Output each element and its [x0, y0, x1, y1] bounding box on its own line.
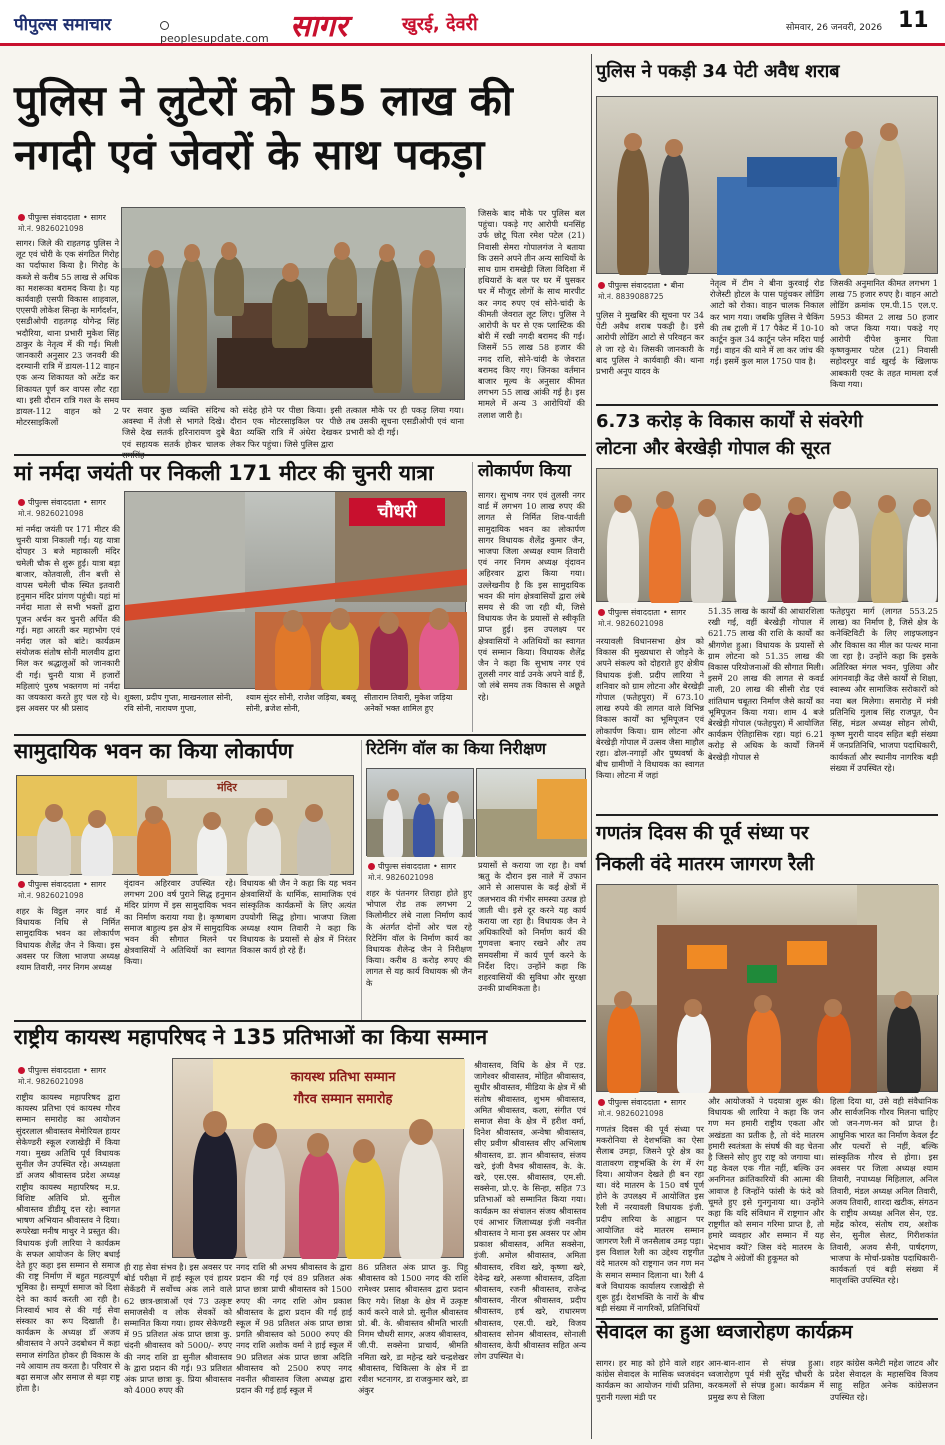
s8-byline: पीपुल्स संवाददाता • सागर [598, 1096, 698, 1108]
s10-banner-l2: गौरव सम्मान समारोह [293, 1092, 393, 1107]
sub-cities: खुरई, देवरी [402, 14, 478, 35]
s10-col1: राष्ट्रीय कायस्थ महापरिषद द्वारा कायस्थ प्रतिभा एवं कायस्थ गौरव सम्मान समारोह का आयोजन सुंदरलाल श्रीवास्तव मेमोरियल हायर सेकेण्डरी स्कूल रजाखेड़ी में किया गया। मुख्य अतिथि पूर्व विधायक सुनील जैन उपस्थित रहे। अध्यक्षता डॉ अजय श्रीवास्तव प्रदेश अध्यक्ष राष्ट्रीय कायस्थ महापरिषद म.प्र. विशिष्ट अतिथि प्रो. सुनील श्रीवास्तव डीडीयू दत्त रहे। स्वागत भाषण अभियान श्रीवास्तव ने दिया। रूपरेखा मनीष माथुर ने प्रस्तुत की। विधायक इंजी लारिया ने कार्यक्रम के सफल आयोजन के लिए बधाई देते हुए कहा इस सम्मान से समाज की राष्ट्र निर्माण में बहुत महत्वपूर्ण भूमिका है। सम्पूर्ण समाज को दिशा देने का कार्य करती आ रही है। निःस्वार्थ भाव से की गई सेवा संस्कार का रूप दिखाती है। कार्यक्रम के अध्यक्ष डॉ अजय श्रीवास्तव ने अपने उदबोधन में कहा समाज संगठित होकर ही विकास के नये आयाम तय करता है। परिवार से बढ़ा समाज और समाज से बड़ा राष्ट्र होता है। [16, 1092, 121, 1394]
s10-byline: पीपुल्स संवाददाता • सागर [18, 1064, 118, 1076]
s3-photo-bhoomipujan [596, 468, 938, 602]
s7-byline: पीपुल्स संवाददाता • सागर [368, 860, 468, 872]
s6-col1: शहर के विट्ठल नगर वार्ड में विधायक निधि से निर्मित सामुदायिक भवन का लोकार्पण विधायक शैलेंद्र जैन ने किया। इस अवसर पर जिला भाजपा अध्यक्ष श्याम तिवारी, नगर निगम अध्यक्ष [16, 906, 120, 973]
s4-byline: पीपुल्स संवाददाता • सागर [18, 496, 118, 508]
s7-photo-site [476, 768, 586, 856]
s1-col4: तत्काल मौके पर ही पकड़ लिया गया। तब उसकी सूचना एसडीओपी एवं थाना प्रभारी को दी गई। [346, 405, 464, 438]
s4-photo-chunri-yatra [124, 491, 466, 689]
s8-mobile: मो.नं. 9826021098 [598, 1109, 664, 1118]
byline-dot-icon [18, 881, 25, 888]
s5-col1: सागर। सुभाष नगर एवं तुलसी नगर वार्ड में लगभग 10 लाख रुपए की लागत से निर्मित शिव-पार्वती सामुदायिक भवन का लोकार्पण सागर विधायक शैलेंद्र कुमार जैन, भाजपा जिला अध्यक्ष श्याम तिवारी एवं नगर निगम अध्यक्ष वृंदावन अहिरवार द्वारा किया गया। उल्लेखनीय है कि इस सामुदायिक भवन की मांग क्षेत्रवासियों द्वारा लंबे समय से की जा रही थी, जिसे विधायक जैन के प्रयासों से स्वीकृति प्राप्त हुई। इस उपलक्ष्य पर क्षेत्रवासियों ने अतिथियों का स्वागत एवं सम्मान किया। विधायक शैलेंद्र जैन ने कहा कि सुभाष नगर एवं तुलसी नगर वार्ड उनके अपने वार्ड हैं, जो लंबे समय तक विकास से अछूते रहे। [478, 490, 585, 702]
byline-dot-icon [18, 1067, 25, 1074]
s4-caption-b: श्याम सुंदर सोनी, राजेश जड़िया, बबलू सोनी, ब्रजेश सोनी, [246, 693, 356, 713]
s4-caption-c: सीताराम तिवारी, मुकेश जड़िया अनेकों भक्त शामिल हुए [364, 693, 453, 713]
byline-dot-icon [598, 282, 605, 289]
s4-mobile: मो.नं. 9826021098 [18, 509, 84, 518]
byline-dot-icon [598, 609, 605, 616]
s2-photo-liquor-seizure [596, 96, 938, 274]
s1-photo-police-group [121, 207, 465, 400]
s6-byline: पीपुल्स संवाददाता • सागर [18, 878, 118, 890]
s10-mobile: मो.नं. 9826021098 [18, 1077, 84, 1086]
s1-col3: को संदेह होने पर पीछा किया। इसी दौरान एक मोटरसाइकिल पर पीछे बैठा व्यक्ति रात्रि में अंधेरा देखकर लेकर फिर पहुंचा। जिसे पुलिस द्वारा [230, 405, 342, 449]
s7-col2: प्रयासों से कराया जा रहा है। वर्षा ऋतु के दौरान इस नाले में उफान आने से आसपास के कई क्षेत्रों में जलभराव की गंभीर समस्या उत्पन्न हो जाती थी। इसे दूर करने यह कार्य कराया जा रहा है। विधायक जैन ने अधिकारियों को निर्माण कार्य की गुणवत्ता बनाए रखने और तय समयसीमा में कार्य पूर्ण करने के निर्देश दिए। उन्होंने कहा कि शहरवासियों की सुविधा और सुरक्षा उनकी प्राथमिकता है। [478, 860, 586, 994]
s1-col1: सागर। जिले की राहतगढ़ पुलिस ने लूट एवं चोरी के एक संगठित गिरोह का पर्दाफाश किया है। गिरोह के कब्जे से करीब 55 लाख से अधिक का मशरूका बरामद किया है। यह कार्यवाही एसपी विकास शाहवाल, एएसपी लोकेश सिन्हा के मार्गदर्शन, एसडीओपी राहतगढ़ योगेन्द्र सिंह भदौरिया, थाना प्रभारी मुकेश सिंह ठाकुर के नेतृत्व में की गई। मिली जानकारी अनुसार 23 जनवरी की दरम्यानी रात्रि में डायल-112 वाहन एक अन्य शिकायत को अटेंड कर शिकायत पूर्ण कर वापस लौट रहा था। इसी दौरान रात्रि गश्त के समय डायल-112 वाहन को 2 मोटरसाइकिलों [16, 238, 119, 428]
byline-dot-icon [18, 214, 25, 221]
s5-headline: लोकार्पण किया [478, 461, 571, 481]
s6-col3: विधायक श्री जैन ने कहा कि यह भवन क्षेत्रवासियों के धार्मिक, सामाजिक एवं सांस्कृतिक कार्यक्रमों के लिए अत्यंत उपयोगी सिद्ध होगा। भाजपा जिला अध्यक्ष श्याम तिवारी ने कहा कि विधायक के प्रयासों से क्षेत्र में निरंतर विकास कार्य हो रहे हैं। [240, 878, 356, 956]
s3-col2: 51.35 लाख के कार्यों की आधारशिला रखी गई, वहीं बेरखेड़ी गोपाल में 621.75 लाख की राशि के कार्यों का श्रीगणेश हुआ। विधायक के प्रयासों से ग्राम लोटना को 51.35 लाख की विकास परियोजनाओं की सौगात मिली। इसमें 20 लाख की लागत से कवर्ड नाली, 20 लाख की सीसी रोड एवं शांतिधाम चबूतरा निर्माण जैसे कार्यों का भूमिपूजन किया गया। शाम 4 बजे बेरखेड़ी गोपाल (फतेहपुरा) में आयोजित कार्यक्रम ऐतिहासिक रहा। यहां 6.21 करोड़ से अधिक के कार्यों जिनमें बेरखेड़ी गोपाल से [708, 606, 824, 762]
shop-sign: चौधरी [349, 498, 445, 526]
s1-headline: पुलिस ने लुटेरों को 55 लाख की नगदी एवं जेवरों के साथ पकड़ा [14, 76, 513, 179]
s4-col1: मां नर्मदा जयंती पर 171 मीटर की चुनरी यात्रा निकाली गई। यह यात्रा दोपहर 3 बजे महाकाली मंदिर चमेली चौक से शुरू हुई। यात्रा बड़ा बाजार, कोतवाली, तीन बत्ती से वापस चमेली चौक स्थित इतवारी हनुमान मंदिर प्रांगण पहुंची। यहां मां नर्मदा माता से सभी भक्तों द्वारा पूजन अर्चन कर चुनरी अर्पित की गई। महा आरती कर महाभोग एवं नर्मदा जल को बांटे। कार्यक्रम संयोजक संतोष सोनी मालवीय द्वारा मिल कर श्रद्धालुओं को जानकारी दी गई। चुनरी यात्रा में हजारों महिलाएं पुरुष भक्तगण मां नर्मदा का जयकारा करते हुए चल रहे थे। इस अवसर पर श्री प्रसाद [16, 524, 120, 714]
s6-col2: वृंदावन अहिरवार उपस्थित रहे। लगभग 200 वर्ष पुराने सिद्ध हनुमान मंदिर प्रांगण में इस सामुदायिक भवन का निर्माण कराया गया है। कृष्णबाग समाज बाहुल्य इस क्षेत्र में सामुदायिक भवन की सौगात मिलने पर क्षेत्रवासियों ने अतिथियों का स्वागत किया। [124, 878, 236, 967]
page-number: 11 [898, 8, 929, 33]
s10-col4: 86 प्रतिशत अंक प्राप्त कु. पिहू श्रीवास्तव को 1500 नगद की राशि रामेश्वर प्रसाद श्रीवास्तव द्वारा प्रदान किए गये। शिक्षा के क्षेत्र में उत्कृष्ट कार्य करने वाले प्रो. सुनील श्रीवास्तव प्रो. बी. के. श्रीवास्तव श्रीमति भारती निगम चौधरी सागर, अजय श्रीवास्तव, जी.पी. सक्सेना प्राचार्य, श्रीमति नमिता खरे, डा महेन्द्र खरे चन्द्रशेखर श्रीवास्तव, चिकित्सा के क्षेत्र में डा रवीश भटनागर, डा राजकुमार खरे, डा अंकुर [358, 1262, 468, 1396]
s7-photo-inspection [366, 768, 474, 856]
s6-headline: सामुदायिक भवन का किया लोकार्पण [14, 739, 293, 763]
city-name: सागर [290, 9, 348, 44]
s6-banner: मंदिर [167, 780, 287, 798]
s9-col1: सागर। हर माह को होने वाले शहर कांग्रेस सेवादल के मासिक ध्वजवंदन कार्यक्रम का आयोजन गांधी प्रतिमा, पुरानी गल्ला मंडी पर [596, 1358, 704, 1402]
s2-headline: पुलिस ने पकड़ी 34 पेटी अवैध शराब [596, 61, 840, 82]
s1-col2: पर सवार कुछ व्यक्ति संदिग्ध अवस्था में तेजी से भागते दिखे। जिसे देख सतर्क हरिनारायण दुबे एवं सहायक सतर्क होकर चालक [122, 405, 225, 449]
s3-byline: पीपुल्स संवाददाता • सागर [598, 606, 698, 618]
s4-caption-a: शुक्ला, प्रदीप गुप्ता, माखनलाल सोनी, रवि सोनी, नारायण गुप्ता, [124, 693, 233, 713]
byline-dot-icon [368, 863, 375, 870]
s8-headline: गणतंत्र दिवस की पूर्व संध्या पर निकली वंदे मातरम जागरण रैली [596, 822, 815, 875]
s2-byline: पीपुल्स संवाददाता • बीना [598, 279, 698, 291]
s2-col3: जिसकी अनुमानित कीमत लगभग 1 लाख 75 हजार रुपए है। वाहन आटो लोडिंग क्रमांक एम.पी.15 एल.ए. 5953 कीमत 2 लाख 50 हजार को जप्त किया गया। पकड़े गए आरोपी दीपेश कुमार पिता कृष्णकुमार पटेल (21) निवासी सहोदरपुर वार्ड खुरई के खिलाफ आबकारी एक्ट के तहत मामला दर्ज किया गया। [830, 278, 938, 389]
s10-col5: श्रीवास्तव, विधि के क्षेत्र में एड. जागेश्वर श्रीवास्तव, मोहित श्रीवास्तव, सुधीर श्रीवास्तव, मीडिया के क्षेत्र में श्री संतोष श्रीवास्तव, शुभम श्रीवास्तव, अमित श्रीवास्तव, कला, संगीत एवं समाज सेवा के क्षेत्र में हरीश वर्मा, दिनेश श्रीवास्तव, अन्वेषा श्रीवास्तव, सीए प्रवीण श्रीवास्तव सीए अभिलाष श्रीवास्तव, डा. ज्ञान श्रीवास्तव, संजय खरे, इंजी वैभव श्रीवास्तव, के. के. खरे, एस.एस. श्रीवास्तव, एम.सी. सक्सेना, प्रो.ए. के सिन्हा, सहित 73 प्रतिभाओं को सम्मानित किया गया। कार्यक्रम का संचालन संजय श्रीवास्तव एवं आभार जिलाध्यक्ष इंजी नवनीत श्रीवास्तव ने माना इस अवसर पर ओम प्रकाश श्रीवास्तव, अमित सक्सेना, इंजी. अमोल श्रीवास्तव, अमिता श्रीवास्तव, रविश खरे, कृष्णा खरे, देवेन्द्र खरे, अरूणा श्रीवास्तव, उदिता श्रीवास्तव, रजनी श्रीवास्तव, राजेन्द्र श्रीवास्तव, नीरज श्रीवास्तव, प्रदीप श्रीवास्तव, हर्ष खरे, राधारमण श्रीवास्तव, एस.पी. खरे, विजय श्रीवास्तव सोनम श्रीवास्तव, सोनाली श्रीवास्तव, केपी श्रीवास्तव सहित अन्य लोग उपस्थित थे। [474, 1060, 586, 1362]
s7-headline: रिटेनिंग वॉल का किया निरीक्षण [366, 739, 546, 758]
globe-icon [160, 21, 169, 30]
s7-mobile: मो.नं. 9826021098 [368, 873, 434, 882]
s3-col1: नरयावली विधानसभा क्षेत्र को विकास की मुख्यधारा से जोड़ने के अपने संकल्प को दोहराते हुए क्षेत्रीय विधायक इंजी. प्रदीप लारिया ने शनिवार को ग्राम लोटना और बेरखेड़ी गोपाल (फतेहपुरा) में 673.10 लाख रुपये की लागत वाले विभिन्न विकास कार्यों का भूमिपूजन एवं लोकार्पण किया। ग्राम लोटना और बेरखेड़ी गोपाल में उत्सव जैसा माहौल रहा। ढोल-नगाड़ों और पुष्पवर्षा के बीच ग्रामीणों ने विधायक का स्वागत किया। लोटना में जहां [596, 636, 704, 781]
s9-col2: आन-बान-शान से संपन्न हुआ। ध्वजारोहण पूर्व मंत्री सुरेंद्र चौधरी के करकमलों से संपन्न हुआ। कार्यक्रम में प्रमुख रूप से जिला [708, 1358, 824, 1402]
masthead [0, 0, 945, 46]
paper-name: पीपुल्स समाचार [14, 15, 112, 35]
s8-col3: हिला दिया था, उसे वही संवैधानिक और सार्वजनिक गौरव मिलना चाहिए जो जन-गण-मन को प्राप्त है। आधुनिक भारत का निर्माण केवल ईंट और पत्थरों से नहीं, बल्कि सांस्कृतिक गौरव से होगा। इस अवसर पर जिला अध्यक्ष श्याम तिवारी, नपाध्यक्ष मिहिलाल, अनिल तिवारी, मंडल अध्यक्ष अनिल तिवारी, अजय तिवारी, शारदा खटीक, संगठन के राष्ट्रीय अध्यक्ष अनिल सेन, एड. महेंद्र कोरव, संतोष राय, अशोक सेन, सुनील सेलट, गिरीशकांत तिवारी, अजय सैनी, पार्षदगण, भाजपा के मोर्चा-प्रकोष्ठ पदाधिकारी-कार्यकर्ता एवं बड़ी संख्या में मातृशक्ति उपस्थित रहे। [830, 1096, 938, 1286]
s6-mobile: मो.नं. 9826021098 [18, 891, 84, 900]
paper-logo [14, 12, 154, 38]
s2-mobile: मो.नं. 8839088725 [598, 292, 664, 301]
s2-col1: पुलिस ने मुखबिर की सूचना पर 34 पेटी अवैध शराब पकड़ी है। इसे आरोपी लोडिंग आटो से परिवहन कर ले जा रहे थे। जिसकी जानकारी के बाद पुलिस ने कार्यवाही की। थाना प्रभारी अनूप यादव के [596, 310, 704, 377]
s10-col3: नगद राशि श्री अभय श्रीवास्तव के द्वारा प्रदान की गई एवं 89 प्रतिशत अंक प्राप्त छात्रा प्राची श्रीवास्तव को 1500 रुपए की नगद राशि ओम प्रकाश श्रीवास्तव के द्वारा प्रदान की गई हाई स्कूल में 98 प्रतिशत अंक प्राप्त छात्रा प्रगति श्रीवास्तव को 5000 रुपए की नगद राशि अशोक वर्मा ने हाई स्कूल में 90 प्रतिशत अंक प्राप्त छात्रा अदिति श्रीवास्तव को 2500 रुपए नगद नवनीत श्रीवास्तव जिला अध्यक्ष द्वारा प्रदान की गई हाई स्कूल में [236, 1262, 352, 1396]
s7-col1: शहर के पंतनगर तिराहा होते हुए भोपाल रोड तक लगभग 2 किलोमीटर लंबे नाला निर्माण कार्य के अंतर्गत दोनों ओर चल रहे रिटेनिंग वॉल के निर्माण कार्य का विधायक शैलेन्द्र जैन ने निरीक्षण किया। करीब 8 करोड़ रुपए की लागत से यह कार्य विधायक श्री जैन के [366, 888, 472, 988]
s8-col1: गणतंत्र दिवस की पूर्व संध्या पर मकरोनिया से देशभक्ति का ऐसा सैलाब उमड़ा, जिसने पूरे क्षेत्र का वातावरण राष्ट्रभक्ति के रंग में रंग दिया। आयोजन देखते ही बन रहा था। वंदे मातरम के 150 वर्ष पूर्ण होने के उपलक्ष्य में आयोजित इस रैली में नरयावली विधायक इंजी. प्रदीप लारिया के आह्वान पर आयोजित वंदे मातरम सम्मान जागरण रैली में जनसैलाब उमड़ पड़ा। इस विशाल रैली का उद्देश्य राष्ट्रगीत वंदे मातरम को राष्ट्रगान जन गण मन के समान सम्मान दिलाना था। रैली 4 बजे विधायक कार्यालय रजाखेड़ी से शुरू हुई। देशभक्ति के नारों के बीच बड़ी संख्या में नागरिकों, प्रतिनिधियों [596, 1124, 704, 1314]
s10-photo-award [172, 1058, 464, 1258]
s10-headline: राष्ट्रीय कायस्थ महापरिषद ने 135 प्रतिभाओं का किया सम्मान [14, 1025, 488, 1049]
s3-headline: 6.73 करोड़ के विकास कार्यों से संवरेगी लोटना और बेरखेड़ी गोपाल की सूरत [596, 411, 863, 459]
s9-col3: शहर कांग्रेस कमेटी महेश जाटव और प्रदेश सेवादल के महासचिव विजय साहू सहित अनेक कांग्रेसजन उपस्थित रहे। [830, 1358, 938, 1402]
s10-banner-l1: कायस्थ प्रतिभा सम्मान [290, 1070, 396, 1085]
issue-date: सोमवार, 26 जनवरी, 2026 [786, 23, 883, 33]
s8-photo-rally [596, 884, 938, 1092]
s1-byline: पीपुल्स संवाददाता • सागर [18, 211, 118, 223]
s3-mobile: मो.नं. 9826021098 [598, 619, 664, 628]
s6-photo-ceremony [16, 775, 354, 875]
byline-dot-icon [598, 1099, 605, 1106]
s3-col3: फतेहपुरा मार्ग (लागत 553.25 लाख) का निर्माण है, जिसे क्षेत्र के कनेक्टिविटी के लिए लाइफलाइन और विकास का मील का पत्थर माना जा रहा है। उन्होंने कहा कि इसके अतिरिक्त मंगल भवन, पुलिया और आंगनवाड़ी केंद्र जैसे कार्यों से शिक्षा, स्वास्थ्य और सामाजिक सरोकारों को नया बल मिलेगा। समारोह में मंत्री प्रतिनिधि गुलाब सिंह राजपूत, पैन सिंह, मंडल अध्यक्ष सोहन लोधी, कृष्ण मुरारी यादव सहित बड़ी संख्या में जनप्रतिनिधि, भाजपा पदाधिकारी, कार्यकर्ता और स्थानीय नागरिक बड़ी संख्या में उपस्थित रहे। [830, 606, 938, 773]
byline-dot-icon [18, 499, 25, 506]
s4-headline: मां नर्मदा जयंती पर निकली 171 मीटर की चुनरी यात्रा [14, 461, 434, 485]
s1-col5: जिसके बाद मौके पर पुलिस बल पहुंचा। पकड़े गए आरोपी धनसिंह उर्फ छोटू पिता रमेश पटेल (21) निवासी सेमरा गोपालगंज ने बताया कि उसने अपने तीन अन्य साथियों के साथ ग्राम रामखेड़ी जिला विदिशा में हथियारों के बल पर घर में घुसकर घर में मौजूद लोगों के साथ मारपीट कर नगद रुपए एवं सोने-चांदी के कीमती जेवरात लूट लिए। पुलिस ने आरोपी के घर से एक प्लास्टिक की बोरी में रखी नगदी बरामद की गई। जिसमें 55 लाख 58 हजार की नगद राशि, सोने-चांदी के जेवरात बरामद किए गए। जिनका वर्तमान बाजार मूल्य के अनुसार कीमत लगभग 55 लाख आंकी गई है। इस मामले में अन्य 3 आरोपियों की तलाश जारी है। [478, 208, 585, 420]
s2-col2: नेतृत्व में टीम ने बीना कुरवाई रोड रोजेस्टी होटल के पास पहुंचकर लोडिंग आटो को रोका। वाहन चालक निकाल कर भाग गया। जबकि पुलिस ने चैकिंग की तब ट्राली में 17 पैकेट में 10-10 कार्टून कुल 34 कार्टून प्लेन मदिरा पाई गई। वाहन की थाने में ला कर जांच की गई। इसमें कुल माल 1750 पाव है। [710, 278, 824, 367]
s1-mobile: मो.नं. 9826021098 [18, 224, 84, 233]
s9-headline: सेवादल का हुआ ध्वजारोहण कार्यक्रम [596, 1321, 853, 1343]
website-label: peoplesupdate.com [160, 19, 280, 35]
s10-col2: ही राह सेवा संभव है। इस अवसर पर बोर्ड परीक्षा में हाई स्कूल एवं हायर सेकेंडरी में सर्वोच्च अंक लाने वाले 62 छात्र-छात्राओं एवं 73 उत्कृष्ट समाजसेवी व लोक सेवकों को सम्मानित किया गया। हायर सेकेण्डरी में 95 प्रतिशत अंक प्राप्त छात्रा कु. चंदनी श्रीवास्तव को 5000/- रुपए की नगद राशि डा सुनील श्रीवास्तव के द्वारा प्रदान की गई। 93 प्रतिशत अंक प्राप्त छात्रा कु. प्रिया श्रीवास्तव को 4000 रुपए की [124, 1262, 232, 1396]
s8-col2: और आयोजकों ने पदयात्रा शुरू की। विधायक श्री लारिया ने कहा कि जन गण मन हमारी राष्ट्रीय एकता और अखंडता का प्रतीक है, तो वंदे मातरम हमारी स्वतंत्रता के संघर्ष की वह चेतना है जिसने सोए हुए राष्ट्र को जगाया था। यह केवल एक गीत नहीं, बल्कि उन अनगिनत क्रांतिकारियों की आत्मा की आवाज है जिन्होंने फांसी के फंदे को चूमते हुए इसे गुनगुनाया था। उन्होंने कहा कि यदि संविधान में राष्ट्रगान और राष्ट्रगीत को समान गरिमा प्राप्त है, तो हमारे व्यवहार और सम्मान में यह भेदभाव क्यों? जिस वंदे मातरम के उद्घोष ने अंग्रेजों की हुकूमत को [708, 1096, 824, 1263]
